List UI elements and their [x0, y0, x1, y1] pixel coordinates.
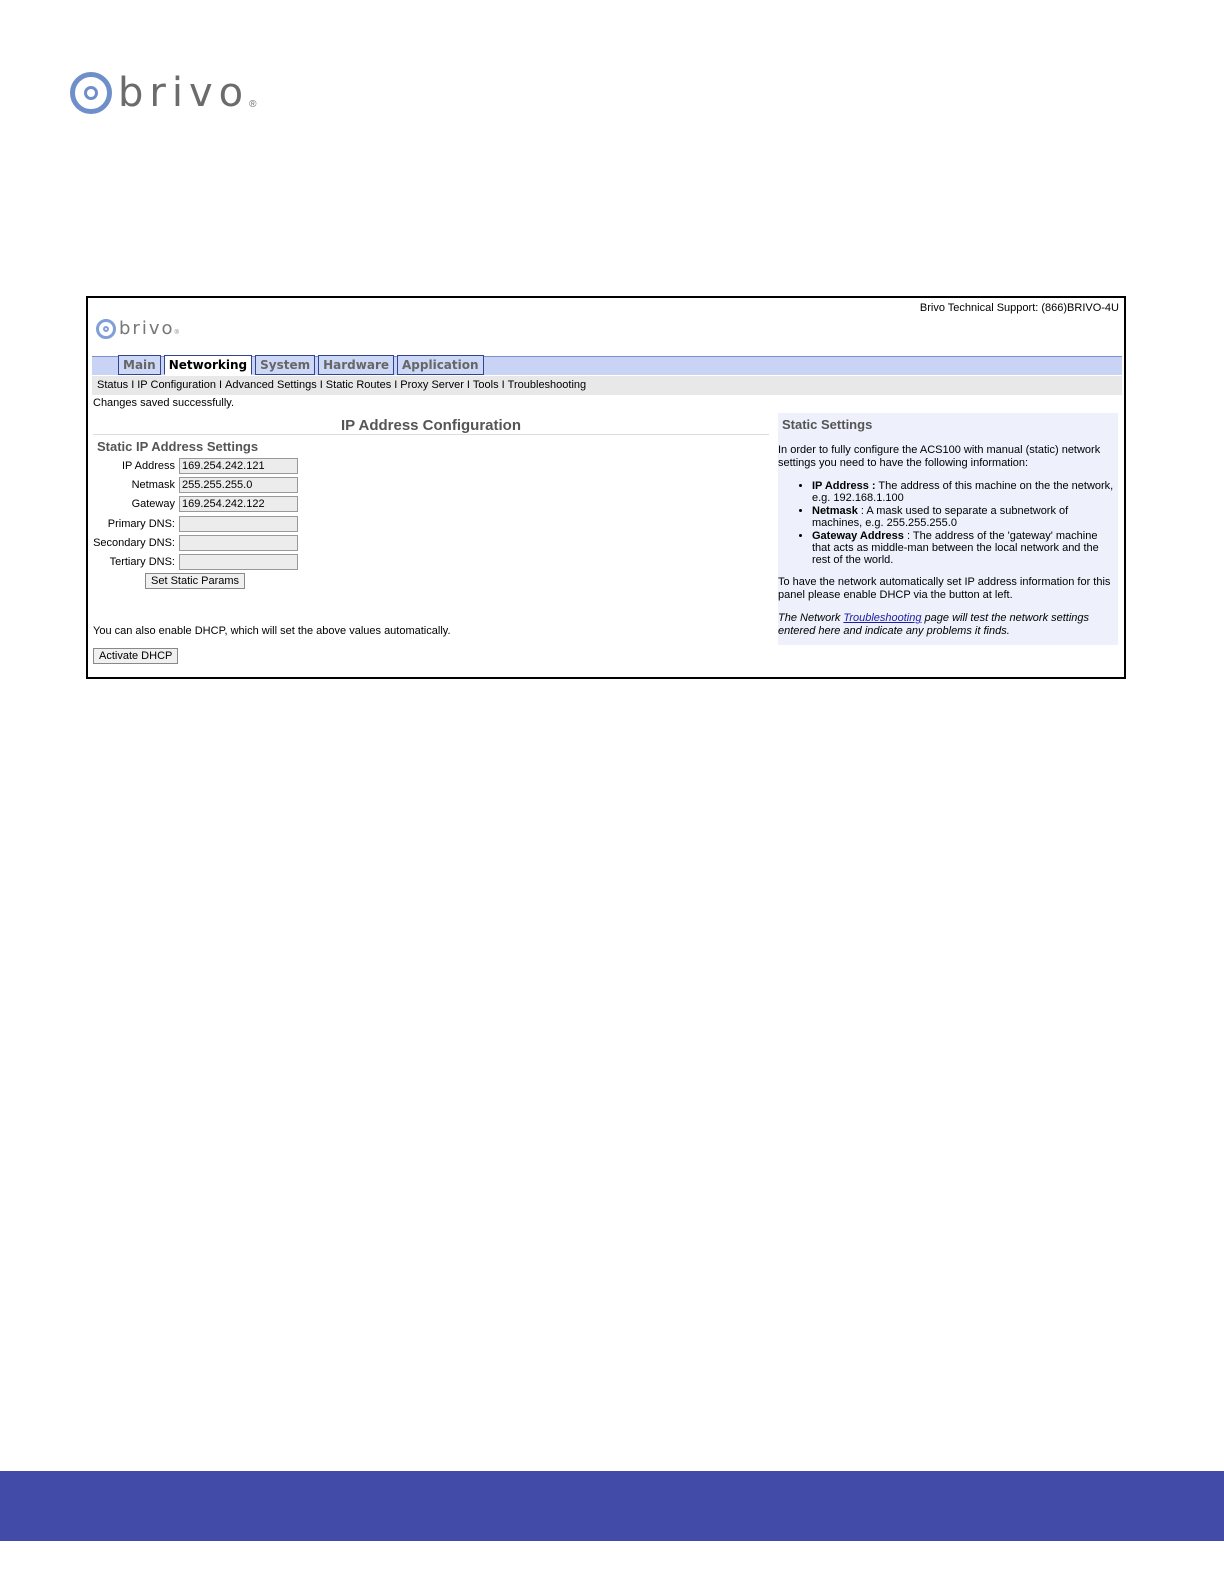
subnav-separator: I	[394, 379, 398, 391]
tab-bar	[92, 356, 1122, 375]
help-list	[778, 480, 1118, 566]
primary-dns-label: Primary DNS:	[107, 518, 175, 530]
form-row-primary-dns	[93, 516, 298, 532]
form-row-tertiary-dns	[93, 554, 298, 570]
subnav-separator: I	[131, 379, 135, 391]
status-message: Changes saved successfully.	[93, 397, 235, 409]
subnav-status[interactable]: Status	[97, 379, 129, 391]
secondary-dns-input[interactable]	[179, 535, 298, 551]
help-term: Gateway Address	[812, 530, 904, 542]
app-logo-text: brivo	[119, 318, 175, 339]
help-desc: The address of this machine on the the network, e.g. 192.168.1.100	[812, 480, 1114, 504]
tab-networking[interactable]: Networking	[164, 355, 252, 375]
help-term: IP Address :	[812, 480, 876, 492]
support-text: Brivo Technical Support: (866)BRIVO-4U	[919, 302, 1119, 314]
footer-band	[0, 1471, 1224, 1541]
ip-address-input[interactable]: 169.254.242.121	[179, 458, 298, 474]
subnav-separator: I	[319, 379, 323, 391]
netmask-input[interactable]: 255.255.255.0	[179, 477, 298, 493]
section-title: Static IP Address Settings	[97, 439, 259, 454]
tab-application[interactable]: Application	[397, 355, 484, 375]
help-panel	[778, 413, 1118, 645]
list-item	[812, 480, 1118, 504]
help-dhcp-text: To have the network automatically set IP address information for this panel please enable DHCP via the button at left.	[778, 576, 1111, 601]
tab-main[interactable]: Main	[118, 355, 161, 375]
form-row-secondary-dns	[93, 535, 298, 551]
subnav-ip-configuration[interactable]: IP Configuration	[137, 379, 216, 391]
tab-hardware[interactable]: Hardware	[318, 355, 394, 375]
subnav-tools[interactable]: Tools	[472, 379, 499, 391]
gateway-label: Gateway	[131, 498, 175, 510]
help-desc: : A mask used to separate a subnetwork of machines, e.g. 255.255.255.0	[812, 505, 1069, 529]
subnav-static-routes[interactable]: Static Routes	[325, 379, 392, 391]
page-title: IP Address Configuration	[93, 417, 769, 435]
ip-address-label: IP Address	[122, 460, 175, 472]
list-item	[812, 505, 1118, 529]
netmask-label: Netmask	[131, 479, 175, 491]
form-row-netmask	[93, 477, 298, 493]
subnav-advanced-settings[interactable]: Advanced Settings	[225, 379, 317, 391]
form-row-ip-address	[93, 458, 298, 474]
brivo-logo-icon	[70, 72, 112, 114]
app-logo-icon	[96, 319, 116, 339]
tertiary-dns-input[interactable]	[179, 554, 298, 570]
trouble-suffix: page will test the network settings entered here and indicate any problems it finds.	[778, 612, 1090, 637]
subnav-separator: I	[466, 379, 470, 391]
brivo-logo	[70, 70, 256, 116]
help-title: Static Settings	[782, 417, 873, 432]
primary-dns-input[interactable]	[179, 516, 298, 532]
tab-system[interactable]: System	[255, 355, 315, 375]
sub-navigation	[92, 376, 1122, 395]
trouble-prefix: The Network	[778, 612, 844, 624]
gateway-input[interactable]: 169.254.242.122	[179, 496, 298, 512]
help-term: Netmask	[812, 505, 858, 517]
app-logo	[96, 318, 179, 339]
tertiary-dns-label: Tertiary DNS:	[109, 556, 175, 568]
subnav-separator: I	[501, 379, 505, 391]
brivo-logo-text: brivo	[118, 70, 250, 116]
troubleshooting-link[interactable]: Troubleshooting	[843, 612, 922, 624]
subnav-troubleshooting[interactable]: Troubleshooting	[507, 379, 587, 391]
set-static-params-button[interactable]: Set Static Params	[145, 573, 245, 589]
activate-dhcp-button[interactable]: Activate DHCP	[93, 648, 178, 664]
secondary-dns-label: Secondary DNS:	[93, 537, 175, 549]
help-troubleshooting-text	[778, 612, 1118, 638]
list-item	[812, 530, 1118, 566]
app-logo-reg: ®	[174, 330, 179, 336]
dhcp-note: You can also enable DHCP, which will set the above values automatically.	[93, 625, 451, 637]
admin-screenshot-frame	[86, 296, 1126, 679]
subnav-proxy-server[interactable]: Proxy Server	[400, 379, 464, 391]
help-desc: : The address of the 'gateway' machine that acts as middle-man between the local network and the rest of the world.	[812, 530, 1099, 566]
registered-mark: ®	[249, 99, 257, 110]
help-intro: In order to fully configure the ACS100 with manual (static) network settings you need to have the following information:	[778, 444, 1101, 469]
form-row-gateway	[93, 496, 298, 512]
subnav-separator: I	[218, 379, 222, 391]
